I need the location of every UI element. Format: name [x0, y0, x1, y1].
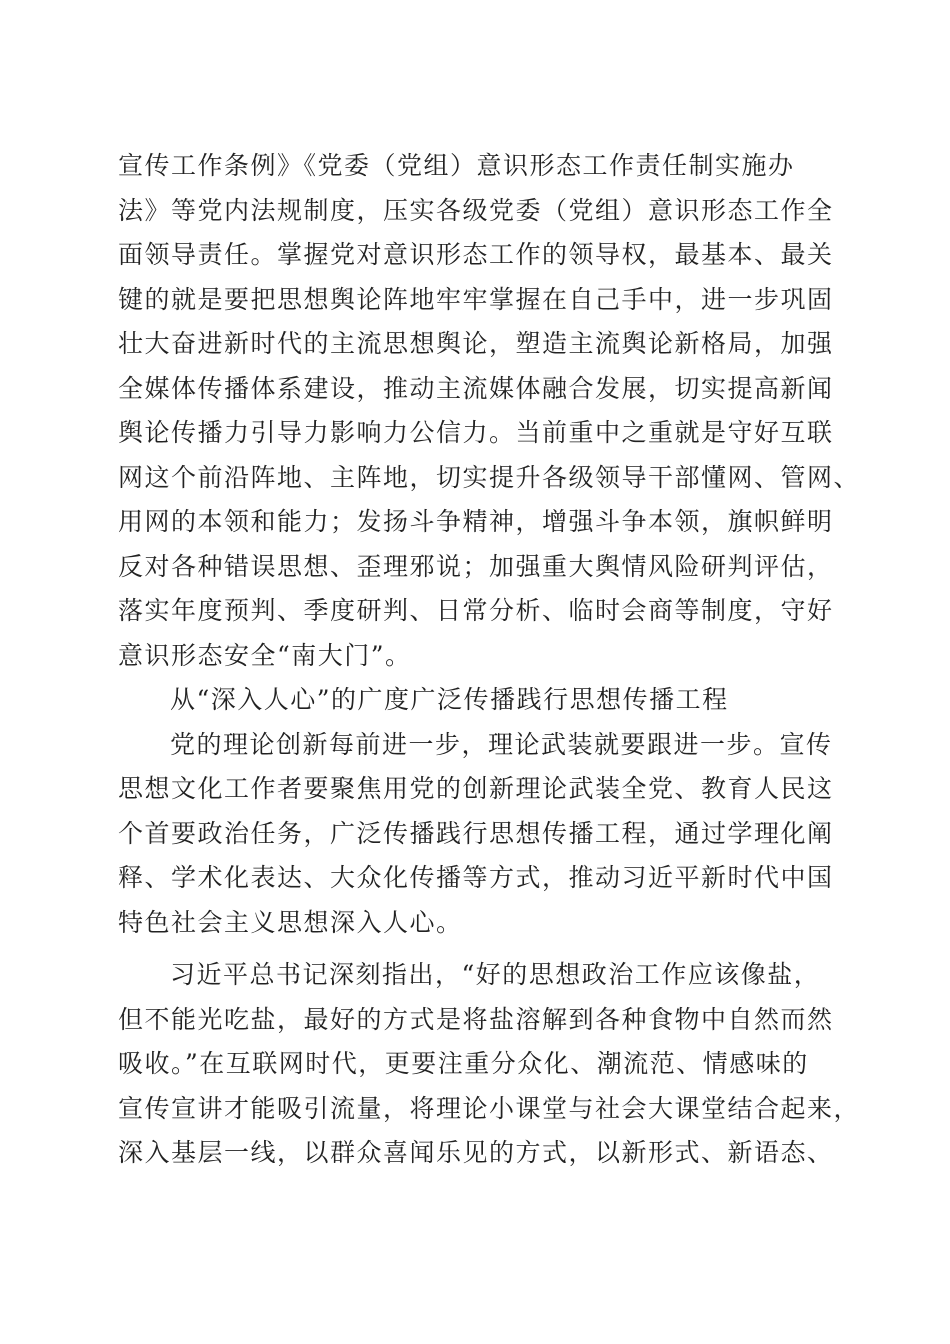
section-heading: 从“深入人心”的广度广泛传播践行思想传播工程 [170, 685, 729, 714]
text-line: 用网的本领和能力；发扬斗争精神，增强斗争本领，旗帜鲜明 [118, 507, 834, 536]
text-line: 面领导责任。掌握党对意识形态工作的领导权，最基本、最关 [118, 240, 834, 269]
text-line: 全媒体传播体系建设，推动主流媒体融合发展，切实提高新闻 [118, 373, 834, 403]
text-line: 法》等党内法规制度，压实各级党委（党组）意识形态工作全 [118, 195, 834, 225]
text-line: 深入基层一线，以群众喜闻乐见的方式，以新形式、新语态、 [118, 1138, 834, 1167]
text-line: 反对各种错误思想、歪理邪说；加强重大舆情风险研判评估， [118, 551, 834, 581]
text-line: 吸收。”在互联网时代，更要注重分众化、潮流范、情感味的 [118, 1049, 809, 1078]
text-line: 舆论传播力引导力影响力公信力。当前重中之重就是守好互联 [118, 418, 834, 447]
paragraph-first-line: 党的理论创新每前进一步，理论武装就要跟进一步。宣传 [170, 729, 833, 759]
text-line: 意识形态安全“南大门”。 [118, 640, 412, 670]
text-line: 但不能光吃盐，最好的方式是将盐溶解到各种食物中自然而然 [118, 1004, 834, 1034]
paragraph-first-line: 习近平总书记深刻指出，“好的思想政治工作应该像盐， [170, 960, 821, 989]
text-line: 宣传工作条例》《党委（党组）意识形态工作责任制实施办 [118, 151, 795, 180]
text-line: 网这个前沿阵地、主阵地，切实提升各级领导干部懂网、管网、 [118, 462, 861, 492]
text-line: 思想文化工作者要聚焦用党的创新理论武装全党、教育人民这 [118, 774, 834, 803]
text-line: 释、学术化表达、大众化传播等方式，推动习近平新时代中国 [118, 863, 834, 892]
text-line: 壮大奋进新时代的主流思想舆论，塑造主流舆论新格局，加强 [118, 329, 834, 358]
text-line: 键的就是要把思想舆论阵地牢牢掌握在自己手中，进一步巩固 [118, 284, 834, 314]
text-line: 特色社会主义思想深入人心。 [118, 907, 463, 937]
text-line: 宣传宣讲才能吸引流量，将理论小课堂与社会大课堂结合起来， [118, 1093, 861, 1123]
text-line: 落实年度预判、季度研判、日常分析、临时会商等制度，守好 [118, 596, 834, 625]
text-line: 个首要政治任务，广泛传播践行思想传播工程，通过学理化阐 [118, 818, 834, 848]
document-body [118, 144, 861, 1176]
